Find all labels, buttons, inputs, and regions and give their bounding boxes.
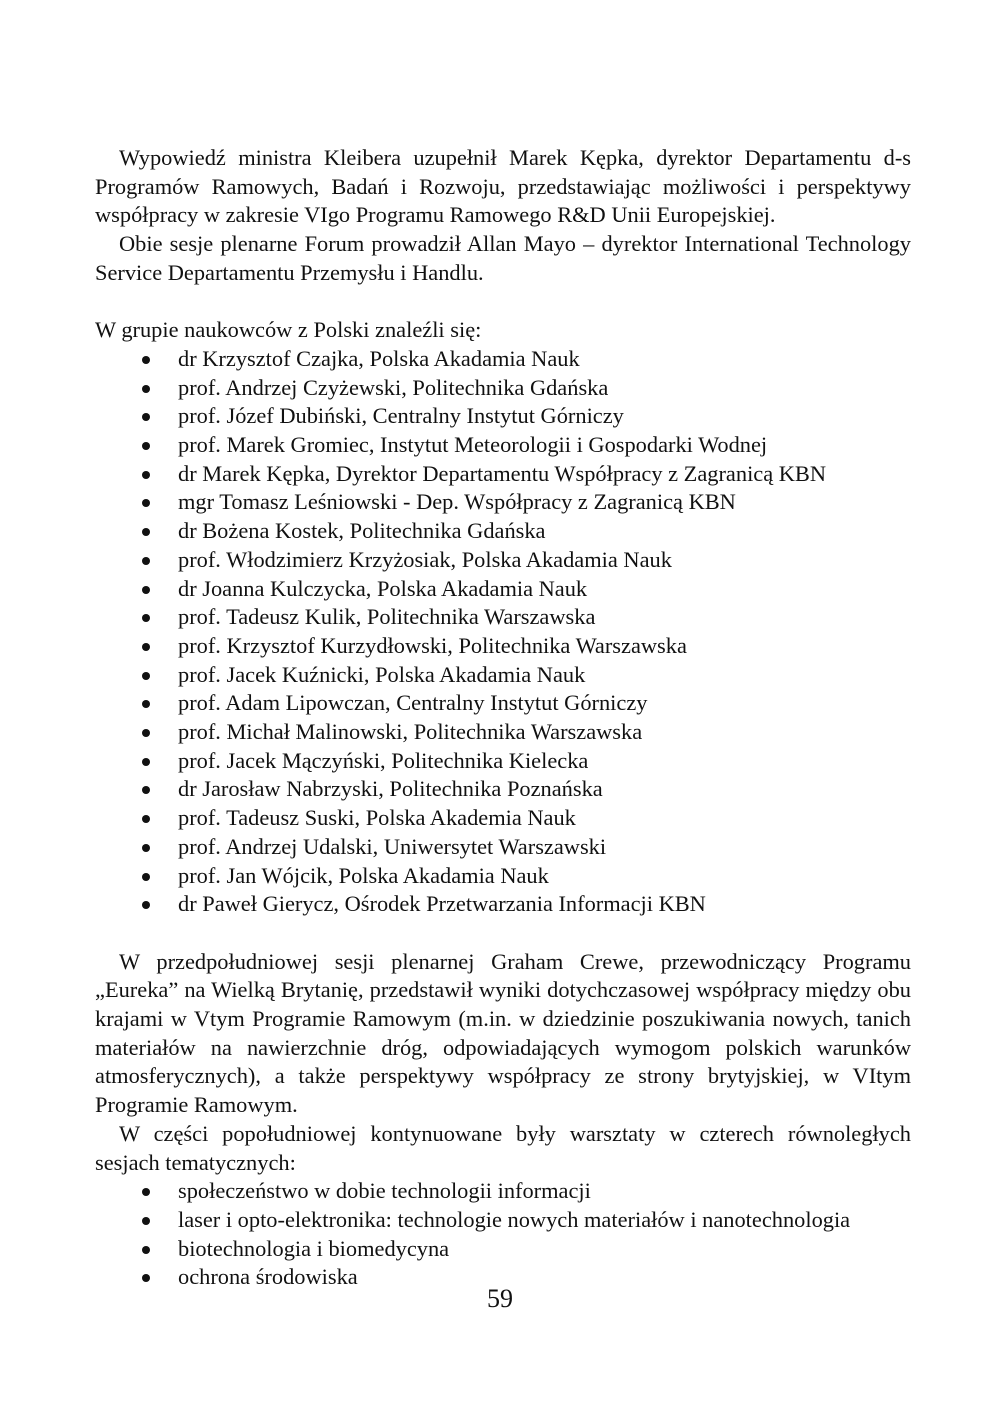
intro-paragraph-2: Obie sesje plenarne Forum prowadził Allan Mayo – dyrektor International Technology Service Departamentu Przemysłu i Handlu. — [95, 231, 911, 285]
intro-paragraph-1: Wypowiedź ministra Kleibera uzupełnił Marek Kępka, dyrektor Departamentu d-s Programów Ramowych, Badań i Rozwoju, przedstawiając możliwości i perspektywy współpracy w zakresie VIgo Programu Ramowego R&D Unii Europejskiej. — [95, 145, 911, 228]
list-item: ochrona środowiska — [95, 1263, 911, 1292]
list-item: prof. Marek Gromiec, Instytut Meteorologii i Gospodarki Wodnej — [95, 431, 911, 460]
list-item: laser i opto-elektronika: technologie nowych materiałów i nanotechnologia — [95, 1206, 911, 1235]
bullet-icon — [142, 643, 150, 651]
bullet-icon — [142, 528, 150, 536]
document-page — [95, 144, 911, 1292]
scientists-list — [95, 345, 911, 919]
list-item: prof. Jacek Kuźnicki, Polska Akadamia Nauk — [95, 661, 911, 690]
bullet-icon — [142, 901, 150, 909]
list-item: biotechnologia i biomedycyna — [95, 1235, 911, 1264]
bullet-icon — [142, 557, 150, 565]
list-item: prof. Jacek Mączyński, Politechnika Kielecka — [95, 747, 911, 776]
bullet-icon — [142, 1274, 150, 1282]
bullet-icon — [142, 815, 150, 823]
list-item: prof. Jan Wójcik, Polska Akadamia Nauk — [95, 862, 911, 891]
bullet-icon — [142, 385, 150, 393]
list-item: prof. Józef Dubiński, Centralny Instytut Górniczy — [95, 402, 911, 431]
bullet-icon — [142, 413, 150, 421]
session-paragraph-1: W przedpołudniowej sesji plenarnej Graham Crewe, przewodniczący Programu „Eureka” na Wielką Brytanię, przedstawił wyniki dotychczasowej współpracy między obu krajami w Vtym Programie Ramowym (m.in. w dziedzinie poszukiwania nowych, tanich materiałów na nawierzchnie dróg, odpowiadających wymogom polskich warunków atmosferycznych), a także perspektywy współpracy ze strony brytyjskiej, w VItym Programie Ramowym. — [95, 948, 911, 1118]
list-item: dr Jarosław Nabrzyski, Politechnika Poznańska — [95, 775, 911, 804]
list-item: dr Paweł Gierycz, Ośrodek Przetwarzania Informacji KBN — [95, 890, 911, 919]
bullet-icon — [142, 1246, 150, 1254]
spacer — [95, 919, 911, 948]
list-item: prof. Adam Lipowczan, Centralny Instytut Górniczy — [95, 689, 911, 718]
bullet-icon — [142, 873, 150, 881]
list-item: dr Bożena Kostek, Politechnika Gdańska — [95, 517, 911, 546]
bullet-icon — [142, 758, 150, 766]
list-item: prof. Tadeusz Suski, Polska Akademia Nauk — [95, 804, 911, 833]
bullet-icon — [142, 700, 150, 708]
bullet-icon — [142, 499, 150, 507]
scientists-heading: W grupie naukowców z Polski znaleźli się: — [95, 317, 482, 343]
list-item: mgr Tomasz Leśniowski - Dep. Współpracy z Zagranicą KBN — [95, 488, 911, 517]
list-item: dr Marek Kępka, Dyrektor Departamentu Współpracy z Zagranicą KBN — [95, 460, 911, 489]
bullet-icon — [142, 729, 150, 737]
list-item: prof. Włodzimierz Krzyżosiak, Polska Akadamia Nauk — [95, 546, 911, 575]
bullet-icon — [142, 614, 150, 622]
list-item: prof. Andrzej Czyżewski, Politechnika Gdańska — [95, 374, 911, 403]
session-paragraph-2: W części popołudniowej kontynuowane były warsztaty w czterech równoległych sesjach tematycznych: — [95, 1120, 911, 1175]
bullet-icon — [142, 586, 150, 594]
bullet-icon — [142, 442, 150, 450]
bullet-icon — [142, 672, 150, 680]
bullet-icon — [142, 471, 150, 479]
list-item: prof. Andrzej Udalski, Uniwersytet Warszawski — [95, 833, 911, 862]
page-number: 59 — [487, 1284, 513, 1313]
bullet-icon — [142, 844, 150, 852]
list-item: dr Krzysztof Czajka, Polska Akadamia Nauk — [95, 345, 911, 374]
bullet-icon — [142, 786, 150, 794]
list-item: dr Joanna Kulczycka, Polska Akadamia Nauk — [95, 575, 911, 604]
list-item: prof. Tadeusz Kulik, Politechnika Warszawska — [95, 603, 911, 632]
list-item: prof. Michał Malinowski, Politechnika Warszawska — [95, 718, 911, 747]
bullet-icon — [142, 1188, 150, 1196]
spacer — [95, 288, 911, 317]
bullet-icon — [142, 356, 150, 364]
list-item: prof. Krzysztof Kurzydłowski, Politechnika Warszawska — [95, 632, 911, 661]
workshops-list — [95, 1177, 911, 1292]
list-item: społeczeństwo w dobie technologii informacji — [95, 1177, 911, 1206]
bullet-icon — [142, 1217, 150, 1225]
